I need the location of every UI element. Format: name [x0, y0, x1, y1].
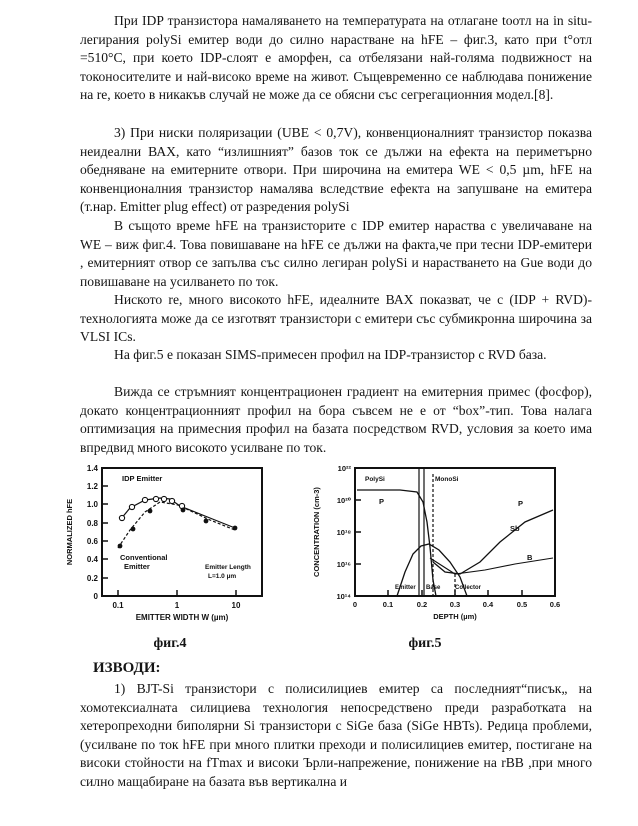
fig5-xtick: 0.2 — [416, 600, 428, 609]
fig5-xtick: 0.6 — [549, 600, 561, 609]
fig5-xlabel: DEPTH (µm) — [433, 612, 477, 621]
fig4-ytick: 0.4 — [86, 555, 98, 564]
fig5-label-base: Base — [426, 585, 441, 591]
fig5-label-monosi: MonoSi — [435, 476, 459, 483]
fig4-label-length-2: L=1.0 µm — [208, 573, 237, 580]
fig5-ylabel: CONCENTRATION (cm-3) — [312, 487, 321, 577]
fig5-ytick: 10²² — [337, 464, 351, 473]
fig5-xtick: 0.4 — [482, 600, 494, 609]
fig5-label-collector: Collector — [455, 585, 482, 591]
fig4-ytick: 1.4 — [86, 464, 98, 473]
fig4-xtick: 0.1 — [112, 601, 124, 610]
fig4-label-conventional: Conventional — [120, 553, 168, 562]
fig4-xtick: 1 — [174, 601, 180, 610]
figure-4 — [60, 460, 280, 630]
fig4-ytick: 0.6 — [86, 537, 98, 546]
figure-4-chart — [60, 460, 280, 630]
paragraph-idp-width: В същото време hFE на транзисторите с IDP емитер нараства с увеличаване на WE – виж фиг.4. Това повишаване на hFE се дължи на факта,че при тесни IDP-емитери , емитерният отвор се запълва със силно легиран polySi и нарастването на Gue води до повишаване на усилването по ток. — [80, 218, 592, 289]
figure-5 — [305, 462, 575, 632]
conclusions-heading: ИЗВОДИ: — [93, 660, 161, 676]
paragraph-idp-temperature: При IDP транзистора намаляването на температурата на отлагане tоотл на in situ-легирания polySi емитер води до силно нарастване на hFE – фиг.3, като при t°отл =510°C, при което IDP-слоят е аморфен, са отбелязани най-голяма подвижност на токоносителите и най-високо време на живот. Същевременно се наблюдава понижение на re, което в никакъв случай не може да се обясни със сегрегационния модел.[8]. — [80, 13, 592, 103]
fig5-xtick: 0 — [352, 600, 358, 609]
fig4-xtick: 10 — [231, 601, 241, 610]
fig4-ytick: 1.0 — [86, 500, 98, 509]
fig4-ytick: 1.2 — [86, 482, 98, 491]
paragraph-sims: На фиг.5 е показан SIMS-примесен профил на IDP-транзистор с RVD база. — [114, 347, 547, 362]
figure-5-caption: фиг.5 — [408, 636, 442, 651]
fig5-label-emitter: Emitter — [395, 585, 416, 591]
fig4-ylabel: NORMALIZED hFE — [65, 498, 74, 566]
paragraph-gradient: Вижда се стръмният концентрационен градиент на емитерния примес (фосфор), докато концентрационният профил на бора съвсем не е от “box”-тип. Това налага оптимизация на примесния профил на базата посредством RVD, условия за което има впредвид много високото усилване по ток. — [80, 384, 592, 455]
fig5-label-p: P — [379, 497, 385, 506]
fig4-label-length: Emitter Length — [205, 564, 251, 571]
fig5-ytick: 10¹⁸ — [336, 528, 351, 537]
fig4-ytick: 0.8 — [86, 519, 98, 528]
fig5-ytick: 10²⁰ — [336, 496, 351, 505]
fig4-xlabel: EMITTER WIDTH W (µm) — [135, 613, 229, 622]
fig5-label-b: B — [527, 553, 533, 562]
fig4-label-idp: IDP Emitter — [122, 474, 163, 483]
fig5-label-p-upper: P — [518, 499, 524, 508]
conclusions-text: 1) BJT-Si транзистори с полисилициев емитер са последният“писък„ на хомотексиалната силициева технология непосредствено преди разработката на хетеропреходни биполярни Si транзистори с SiGe база (SiGe HBTs). Редица проблеми,(усилване по ток hFE при много плитки преходи и полисилициев емитер, постигане на високи стойности на fTmax и високи Ърли-напрежение, понижение на rBB ,при много силно мащабиране на базата във вертикална и — [80, 681, 592, 789]
fig4-ytick: 0.2 — [86, 574, 98, 583]
fig5-label-polysi: PolySi — [365, 476, 385, 483]
fig4-label-conventional-2: Emitter — [124, 562, 150, 571]
fig4-ytick: 0 — [93, 592, 98, 601]
fig5-xtick: 0.1 — [382, 600, 394, 609]
fig5-xtick: 0.3 — [449, 600, 461, 609]
figure-4-caption: фиг.4 — [153, 636, 187, 651]
paragraph-vlsi: Ниското re, много високото hFE, идеалните ВАХ показват, че с (IDP + RVD)-технологията може да се изготвят транзистори с емитери със субмикронна широчина за VLSI ICs. — [80, 292, 592, 345]
fig5-ytick: 10¹⁶ — [336, 560, 351, 569]
figure-5-chart — [305, 462, 575, 632]
paragraph-low-bias: 3) При ниски поляризации (UBE < 0,7V), конвенционалният транзистор показва неидеални ВАХ, като “излишният” базов ток се дължи на ефекта на периметърно обедняване на емитерните отвори. При широчина на емитера WE < 0,5 µm, hFE на конвенционалния транзистор намалява вследствие ефекта на запушване на емитера (т.нар. Emitter plug effect) от разредения polySi — [80, 125, 592, 215]
fig5-xtick: 0.5 — [516, 600, 528, 609]
fig5-label-sb: Sb — [510, 524, 520, 533]
fig5-ytick: 10¹⁴ — [336, 592, 351, 601]
